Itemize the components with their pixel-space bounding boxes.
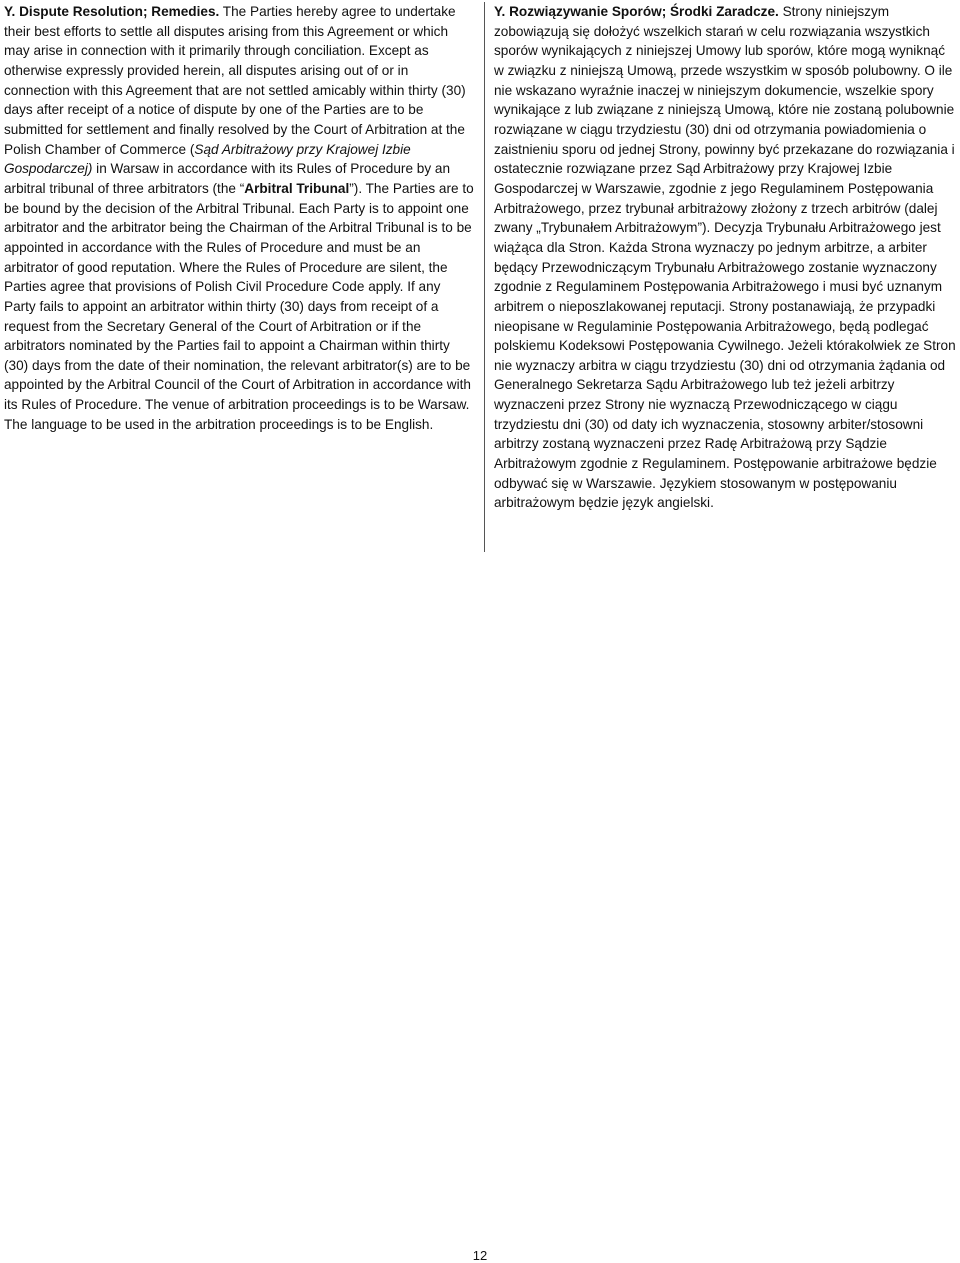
polish-column [494, 2, 958, 513]
english-column [4, 2, 474, 434]
english-text-part-2: in Warsaw in accordance with its Rules of Procedure by an arbitral tribunal of three arbitrators (the “ [4, 161, 451, 196]
defined-term: Arbitral Tribunal [244, 180, 350, 196]
english-clause [4, 2, 474, 434]
english-heading: Y. Dispute Resolution; Remedies. [4, 4, 220, 19]
english-text-part-1: The Parties hereby agree to undertake their best efforts to settle all disputes arising from this Agreement or which may arise in connection with it primarily through conciliation. Except as otherwise expressly provided herein, all disputes arising out of or in connection with this Agreement that are not settled amicably within thirty (30) days after receipt of a notice of dispute by one of the Parties are to be submitted for settlement and finally resolved by the Court of Arbitration at the Polish Chamber of Commerce ( [4, 4, 466, 157]
english-text-part-3: ”). The Parties are to be bound by the decision of the Arbitral Tribunal. Each Party is to appoint one arbitrator and the arbitrator being the Chairman of the Arbitral Tribunal is to be appointed in accordance with the Rules of Procedure and must be an arbitrator of good reputation. Where the Rules of Procedure are silent, the Parties agree that provisions of Polish Civil Procedure Code apply. If any Party fails to appoint an arbitrator within thirty (30) days from receipt of a request from the Secretary General of the Court of Arbitration or if the arbitrators nominated by the Parties fail to appoint a Chairman within thirty (30) days from the date of their nomination, the relevant arbitrator(s) are to be appointed by the Arbitral Council of the Court of Arbitration in accordance with its Rules of Procedure. The venue of arbitration proceedings is to be Warsaw. The language to be used in the arbitration proceedings is to be English. [4, 180, 474, 432]
polish-clause [494, 2, 958, 513]
court-polish-name: Sąd Arbitrażowy przy Krajowej Izbie Gospodarczej) [4, 141, 411, 177]
polish-heading: Y. Rozwiązywanie Sporów; Środki Zaradcze. [494, 4, 779, 19]
page-number: 12 [472, 1248, 488, 1263]
polish-text: Strony niniejszym zobowiązują się dołożyć wszelkich starań w celu rozwiązania wszystkich sporów wynikających z niniejszej Umowy lub sporów, które mogą wyniknąć w związku z niniejszą Umową, przede wszystkim w sposób polubowny. O ile nie wskazano wyraźnie inaczej w niniejszym dokumencie, wszelkie spory wynikające z lub związane z niniejszą Umową, które nie zostaną polubownie rozwiązane w ciągu trzydziestu (30) dni od otrzymania powiadomienia o zaistnieniu sporu od jednej Strony, powinny być przekazane do rozwiązania i ostatecznie rozwiązane przez Sąd Arbitrażowy przy Krajowej Izbie Gospodarczej w Warszawie, zgodnie z jego Regulaminem Postępowania Arbitrażowego, przez trybunał arbitrażowy złożony z trzech arbitrów (dalej zwany „Trybunałem Arbitrażowym”). Decyzja Trybunału Arbitrażowego jest wiążąca dla Stron. Każda Strona wyznaczy po jednym arbitrze, a arbiter będący Przewodniczącym Trybunału Arbitrażowego zostanie wyznaczony zgodnie z Regulaminem Postępowania Arbitrażowego i musi być uznanym arbitrem o nieposzlakowanej reputacji. Strony postanawiają, że przypadki nieopisane w Regulaminie Postępowania Arbitrażowego, będą podlegać polskiemu Kodeksowi Postępowania Cywilnego. Jeżeli którakolwiek ze Stron nie wyznaczy arbitra w ciągu trzydziestu (30) dni od otrzymania żądania od Generalnego Sekretarza Sądu Arbitrażowego lub też jeżeli arbitrzy wyznaczeni przez Strony nie wyznaczą Przewodniczącego w ciągu trzydziestu dni (30) od daty ich wyznaczenia, stosowny arbiter/stosowni arbitrzy zostaną wyznaczeni przez Radę Arbitrażową przy Sądzie Arbitrażowym zgodnie z Regulaminem. Postępowanie arbitrażowe będzie odbywać się w Warszawie. Językiem stosowanym w postępowaniu arbitrażowym będzie język angielski. [494, 4, 956, 511]
column-divider [484, 2, 485, 552]
